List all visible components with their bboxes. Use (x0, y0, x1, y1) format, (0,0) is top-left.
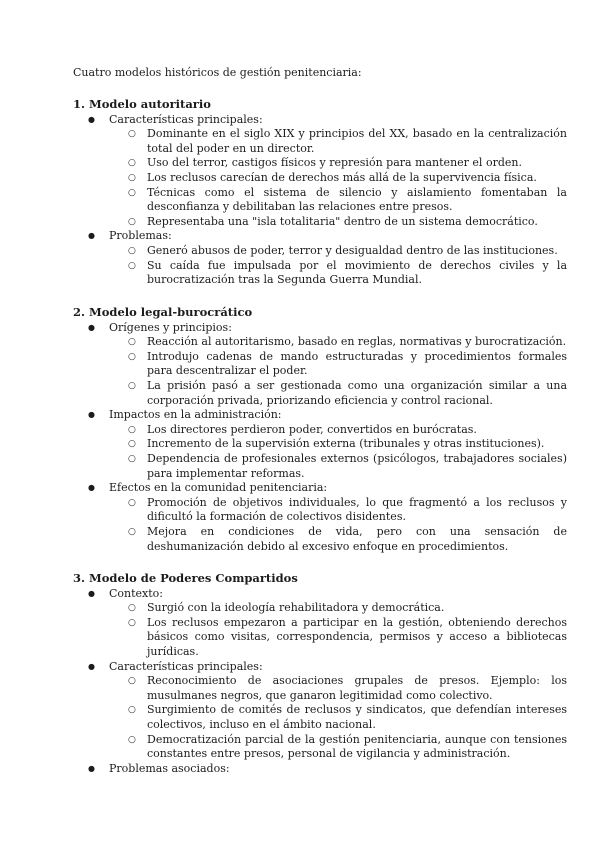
sub-list (109, 495, 567, 554)
sub-list-item: ○ Uso del terror, castigos físicos y represión para mantener el orden. (147, 156, 567, 171)
sub-list-item: ○ Su caída fue impulsada por el movimiento de derechos civiles y la burocratización tras la Segunda Guerra Mundial. (147, 259, 567, 288)
group-label: Problemas asociados: (109, 761, 230, 775)
sub-list-item: ○ Mejora en condiciones de vida, pero con una sensación de deshumanización debido al excesivo enfoque en procedimientos. (147, 525, 567, 554)
list-item (73, 408, 567, 481)
group-label: Impactos en la administración: (109, 408, 282, 422)
sub-list (109, 674, 567, 762)
section-modelo-autoritario (73, 97, 567, 288)
sub-list (109, 422, 567, 481)
sub-list-item: ○ Los directores perdieron poder, convertidos en burócratas. (147, 423, 567, 438)
sub-list (109, 335, 567, 408)
section-title: 1. Modelo autoritario (73, 97, 211, 111)
intro-text: Cuatro modelos históricos de gestión penitenciaria: (73, 66, 362, 79)
sub-list-item: ○ Dominante en el siglo XIX y principios del XX, basado en la centralización total del poder en un director. (147, 127, 567, 156)
group-label: Efectos en la comunidad penitenciaria: (109, 481, 328, 495)
group-label: Problemas: (109, 229, 172, 243)
sub-list-item: ○ Promoción de objetivos individuales, lo que fragmentó a los reclusos y dificultó la formación de colectivos disidentes. (147, 496, 567, 525)
sub-list-item: ○ Surgimiento de comités de reclusos y sindicatos, que defendían intereses colectivos, incluso en el ámbito nacional. (147, 703, 567, 732)
sub-list-item: ○ Incremento de la supervisión externa (tribunales y otras instituciones). (147, 437, 567, 452)
group-label: Características principales: (109, 112, 263, 126)
bullet-list (73, 112, 567, 288)
bullet-list (73, 320, 567, 555)
sub-list-item: ○ Dependencia de profesionales externos (psicólogos, trabajadores sociales) para implementar reformas. (147, 452, 567, 481)
list-item (73, 762, 533, 777)
list-item (73, 586, 567, 660)
list-item (73, 229, 567, 287)
sub-list-item: ○ Democratización parcial de la gestión penitenciaria, aunque con tensiones constantes entre presos, personal de vigilancia y administración. (147, 733, 567, 762)
sub-list (109, 127, 567, 229)
section-modelo-legal-burocratico (73, 305, 567, 554)
list-item (73, 112, 567, 230)
bullet-list (73, 586, 567, 777)
section-title: 3. Modelo de Poderes Compartidos (73, 571, 298, 585)
sub-list-item: ○ Los reclusos empezaron a participar en la gestión, obteniendo derechos básicos como visitas, correspondencia, permisos y acceso a bibliotecas jurídicas. (147, 616, 567, 660)
group-label: Orígenes y principios: (109, 320, 232, 334)
sub-list-item: ○ Generó abusos de poder, terror y desigualdad dentro de las instituciones. (147, 244, 567, 259)
sub-list-item: ○ Los reclusos carecían de derechos más allá de la supervivencia física. (147, 171, 567, 186)
sub-list (109, 601, 567, 659)
sub-list-item: ○ Técnicas como el sistema de silencio y aislamiento fomentaban la desconfianza y debilitaban las relaciones entre presos. (147, 186, 567, 215)
sub-list-item: ○ Representaba una "isla totalitaria" dentro de un sistema democrático. (147, 215, 567, 230)
group-label: Contexto: (109, 586, 164, 600)
section-modelo-poderes-compartidos (73, 571, 567, 776)
list-item (73, 481, 567, 554)
list-item (73, 659, 567, 762)
sub-list-item: ○ Reconocimiento de asociaciones grupales de presos. Ejemplo: los musulmanes negros, que ganaron legitimidad como colectivo. (147, 674, 567, 703)
list-item (73, 320, 567, 409)
group-label: Características principales: (109, 659, 263, 673)
sub-list-item: ○ La prisión pasó a ser gestionada como una organización similar a una corporación privada, priorizando eficiencia y control racional. (147, 379, 567, 408)
sub-list (109, 243, 567, 288)
section-title: 2. Modelo legal-burocrático (73, 305, 253, 319)
sub-list-item: ○ Surgió con la ideología rehabilitadora y democrática. (147, 601, 567, 616)
sub-list-item: ○ Reacción al autoritarismo, basado en reglas, normativas y burocratización. (147, 335, 567, 350)
sub-list-item: ○ Introdujo cadenas de mando estructuradas y procedimientos formales para descentralizar el poder. (147, 350, 567, 379)
